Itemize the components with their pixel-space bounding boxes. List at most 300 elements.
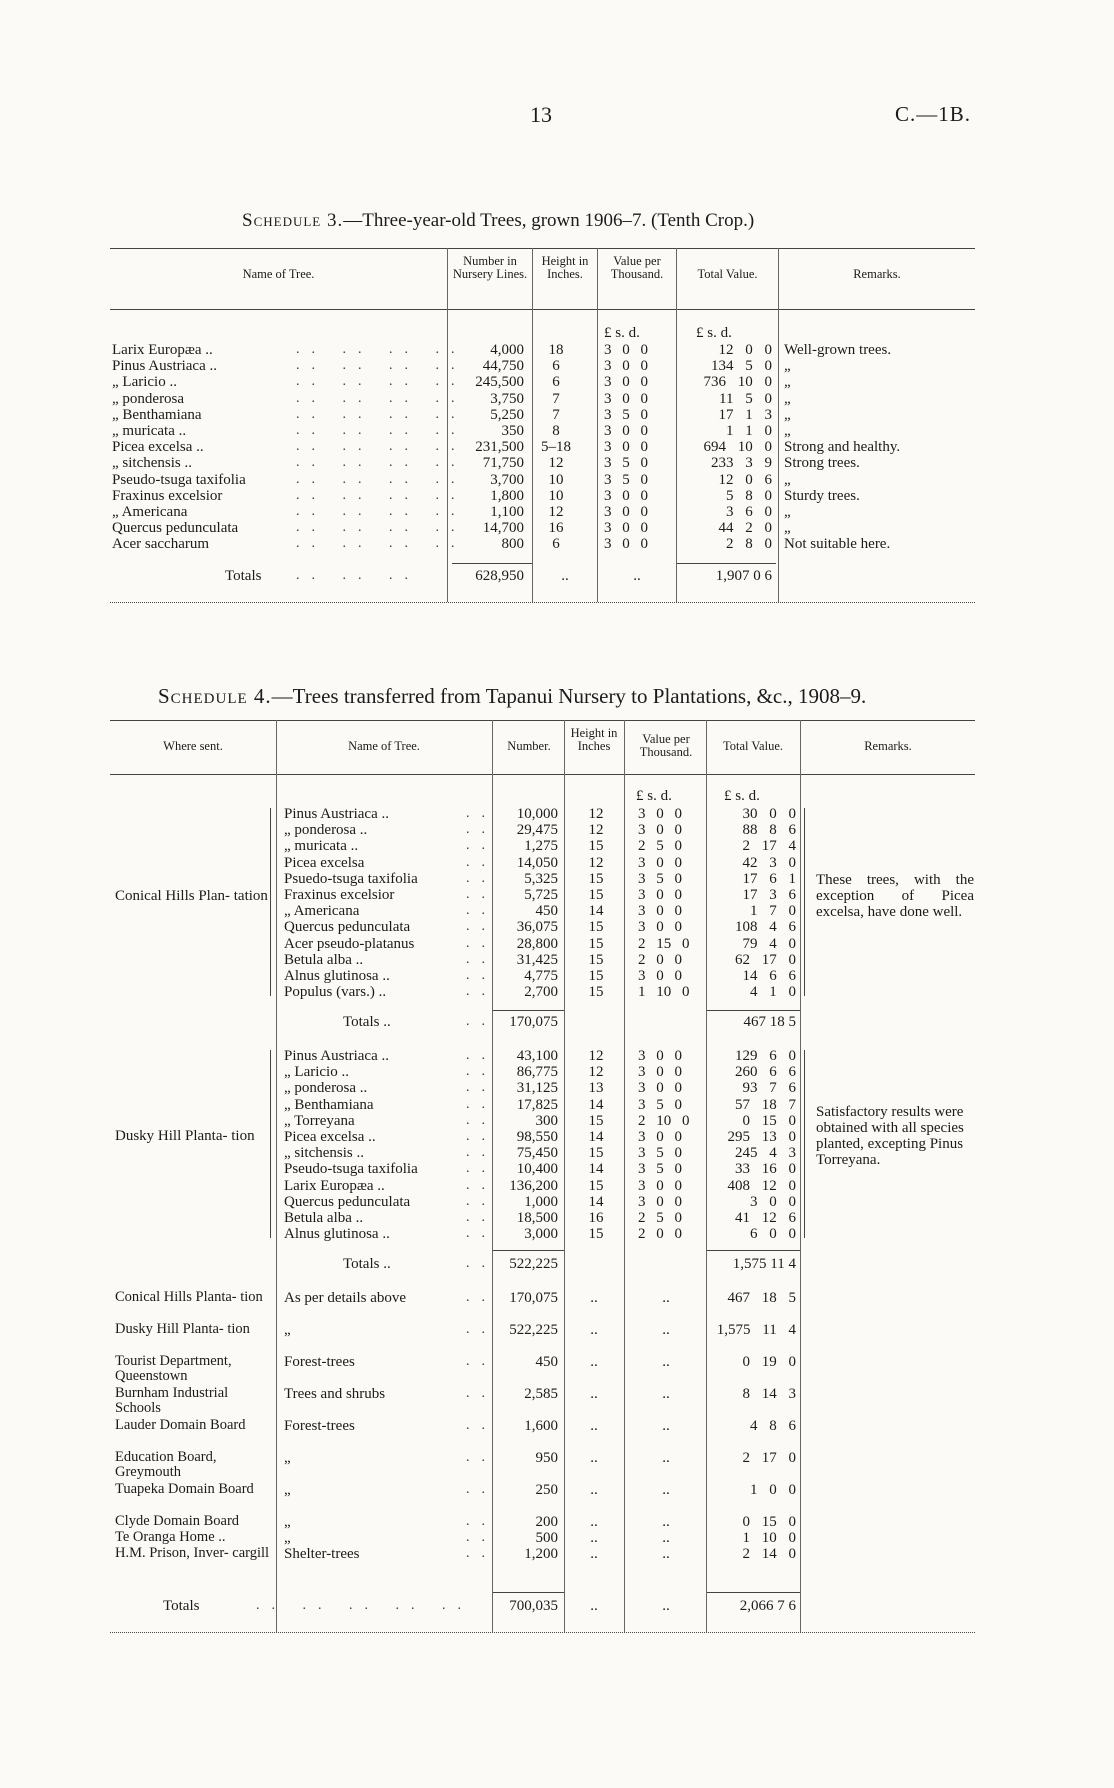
tree-value: 3 0 0: [604, 423, 648, 439]
tree-height: 12: [548, 504, 564, 520]
value-placeholder: ..: [662, 1482, 670, 1498]
total: 4 8 6: [750, 1418, 796, 1434]
tree-number: 350: [501, 423, 524, 439]
leader-dots: .. .. .. ..: [296, 504, 467, 519]
header-remarks: Remarks.: [853, 267, 901, 281]
group1-totals-total: 467 18 5: [743, 1014, 796, 1030]
tree-remarks: Sturdy trees.: [784, 487, 860, 504]
leader-dots: ..: [466, 870, 497, 886]
tree-total: 30 0 0: [742, 806, 796, 822]
tree-value: 3 0 0: [604, 439, 648, 456]
rule: [110, 720, 975, 721]
value-placeholder: ..: [662, 1386, 670, 1402]
totals-total: 1,907 0 6: [715, 568, 772, 584]
destination: Clyde Domain Board: [115, 1513, 240, 1529]
tree-height: 14: [588, 1193, 604, 1210]
leader-dots: .. .. .. ..: [296, 439, 467, 455]
tree-height: 15: [588, 838, 604, 855]
tree-height: 14: [588, 1129, 604, 1145]
tree-total: 3 0 0: [750, 1193, 796, 1210]
header-total: Total Value.: [697, 267, 758, 281]
leader-dots: ..: [466, 1418, 497, 1433]
tree-value: 3 5 0: [638, 1145, 682, 1162]
tree-height: 10: [548, 471, 564, 488]
value-placeholder: ..: [662, 1290, 670, 1306]
leader-dots: ..: [466, 1112, 497, 1128]
tree-number: 231,500: [475, 439, 524, 456]
tree-total: 108 4 6: [735, 919, 796, 936]
tree-height: 6: [552, 358, 560, 375]
destination: Lauder Domain Board: [115, 1417, 246, 1433]
tree-total: 134 5 0: [711, 358, 772, 375]
tree-name: „ Americana: [284, 903, 360, 920]
tree-number: 43,100: [516, 1048, 558, 1064]
tree-number: 1,000: [524, 1193, 558, 1210]
leader-dots: .. .. .. ..: [296, 536, 467, 552]
leader-dots: .. .. .. ..: [296, 471, 467, 487]
rule: [110, 602, 975, 603]
tree-name: „ Americana: [112, 504, 188, 520]
rule: [706, 1010, 800, 1011]
tree-name: „: [284, 1450, 291, 1466]
tree-number: 28,800: [516, 935, 558, 952]
tree-height: 15: [588, 1112, 604, 1129]
tree-name: Pseudo-tsuga taxifolia: [112, 471, 246, 488]
tree-height: 14: [588, 1161, 604, 1178]
tree-number: 98,550: [516, 1129, 558, 1145]
leader-dots: ..: [466, 887, 497, 902]
rule: [492, 1592, 564, 1593]
header-number: Number in Nursery Lines.: [452, 254, 528, 281]
tree-total: 245 4 3: [735, 1145, 796, 1162]
tree-height: 15: [588, 951, 604, 968]
tree-value: 3 0 0: [604, 342, 648, 358]
totals-label: Totals: [225, 568, 262, 584]
tree-name: Betula alba ..: [284, 1210, 364, 1226]
leader-dots: .. .. .. ..: [296, 520, 467, 536]
tree-number: 2,700: [524, 984, 558, 1001]
tree-height: 12: [588, 806, 604, 822]
tree-value: 3 0 0: [604, 487, 648, 504]
tree-total: 17 6 1: [742, 870, 796, 887]
rule: [706, 1592, 800, 1593]
tree-name: Fraxinus excelsior: [112, 487, 223, 504]
tree-remarks: „: [784, 504, 791, 520]
rule: [492, 1250, 564, 1251]
tree-height: 15: [588, 1145, 604, 1162]
tree-name: „ muricata ..: [284, 838, 359, 855]
tree-height: 15: [588, 1226, 604, 1243]
tree-name: Quercus pedunculata: [284, 1193, 411, 1210]
leader-dots: ..: [466, 968, 497, 983]
tree-number: 4,000: [490, 342, 524, 358]
tree-total: 93 7 6: [742, 1080, 796, 1097]
tree-name: Fraxinus excelsior: [284, 887, 395, 903]
group2-totals-label: Totals ..: [343, 1256, 391, 1272]
group2-where: Dusky Hill Planta- tion: [115, 1128, 255, 1144]
grand-totals-value: ..: [662, 1598, 670, 1614]
height-placeholder: ..: [590, 1450, 598, 1466]
column-divider: [624, 720, 625, 1632]
tree-value: 3 0 0: [604, 390, 648, 407]
tree-value: 3 5 0: [638, 1161, 682, 1178]
tree-number: 3,750: [490, 390, 524, 407]
leader-dots: ..: [466, 1450, 497, 1465]
header-remarks: Remarks.: [864, 739, 912, 753]
number: 170,075: [509, 1290, 558, 1306]
totals-height: ..: [561, 568, 569, 584]
total: 2 17 0: [742, 1450, 796, 1466]
number: 2,585: [524, 1386, 558, 1402]
tree-value: 3 0 0: [638, 1080, 682, 1097]
tree-number: 17,825: [516, 1096, 558, 1113]
number: 250: [535, 1482, 558, 1498]
tree-value: 3 5 0: [638, 1096, 682, 1113]
leader-dots: ..: [466, 854, 497, 870]
height-placeholder: ..: [590, 1530, 598, 1546]
tree-value: 3 0 0: [604, 374, 648, 391]
tree-height: 15: [588, 984, 604, 1001]
tree-remarks: Well-grown trees.: [784, 342, 892, 358]
tree-value: 3 0 0: [604, 520, 648, 537]
tree-remarks: „: [784, 358, 791, 375]
header-value: Value per Thousand.: [610, 254, 664, 281]
tree-number: 75,450: [516, 1145, 558, 1162]
leader-dots: ..: [466, 1290, 497, 1305]
tree-number: 1,100: [490, 504, 524, 520]
group2-remarks: Satisfactory results were obtained with all species planted, excepting Pinus Torreyana.: [816, 1104, 964, 1168]
tree-remarks: „: [784, 406, 791, 423]
leader-dots: .. .. .. ..: [296, 487, 467, 503]
group2-totals-total: 1,575 11 4: [732, 1256, 796, 1272]
leader-dots: ..: [466, 1226, 497, 1242]
rule: [706, 1250, 800, 1251]
tree-remarks: „: [784, 520, 791, 537]
right-brace: [804, 808, 805, 996]
rule: [110, 1632, 975, 1633]
tree-height: 12: [548, 455, 564, 472]
value-placeholder: ..: [662, 1450, 670, 1466]
leader-dots: ..: [466, 1129, 497, 1144]
number: 500: [535, 1530, 558, 1546]
number: 200: [535, 1514, 558, 1530]
value-placeholder: ..: [662, 1546, 670, 1562]
tree-total: 6 0 0: [750, 1226, 796, 1243]
height-placeholder: ..: [590, 1354, 598, 1370]
tree-height: 14: [588, 903, 604, 920]
tree-height: 18: [548, 342, 564, 358]
units-total: £ s. d.: [724, 788, 760, 804]
tree-name: „ ponderosa ..: [284, 822, 368, 839]
leader-dots: .. .. .. ..: [296, 390, 467, 406]
tree-height: 7: [552, 406, 560, 423]
header-name-of-tree: Name of Tree.: [242, 267, 315, 281]
value-placeholder: ..: [662, 1530, 670, 1546]
document-code: C.—1B.: [895, 102, 972, 126]
tree-name: Alnus glutinosa ..: [284, 1226, 390, 1243]
grand-totals-height: ..: [590, 1598, 598, 1614]
tree-height: 15: [588, 870, 604, 887]
tree-value: 2 0 0: [638, 951, 682, 968]
height-placeholder: ..: [590, 1290, 598, 1306]
tree-name: „ muricata ..: [112, 423, 187, 439]
tree-number: 4,775: [524, 968, 558, 984]
leader-dots: .. .. .. .. ..: [256, 1598, 473, 1613]
tree-value: 3 5 0: [604, 455, 648, 472]
units-value: £ s. d.: [636, 788, 672, 804]
leader-dots: ..: [466, 919, 497, 935]
tree-name: Quercus pedunculata: [112, 520, 239, 537]
tree-value: 1 10 0: [638, 984, 690, 1001]
leader-dots: ..: [466, 1322, 497, 1337]
tree-total: 1 7 0: [750, 903, 796, 920]
header-height: Height in Inches.: [541, 254, 589, 281]
right-brace: [804, 1050, 805, 1238]
group1-totals-number: 170,075: [509, 1014, 558, 1030]
leader-dots: ..: [466, 951, 497, 967]
tree-total: 57 18 7: [735, 1096, 796, 1113]
leader-dots: .. .. .. ..: [296, 374, 467, 390]
tree-number: 10,000: [516, 806, 558, 822]
tree-name: „ sitchensis ..: [284, 1145, 364, 1162]
tree-total: 4 1 0: [750, 984, 796, 1001]
tree-value: 3 0 0: [638, 887, 682, 903]
total: 0 15 0: [742, 1514, 796, 1530]
value-placeholder: ..: [662, 1418, 670, 1434]
tree-total: 5 8 0: [726, 487, 772, 504]
tree-number: 14,050: [516, 854, 558, 871]
tree-name: „: [284, 1530, 291, 1546]
tree-total: 12 0 0: [718, 342, 772, 358]
leader-dots: .. .. .. ..: [296, 423, 467, 438]
leader-dots: ..: [466, 1256, 497, 1271]
destination: Tourist Department, Queenstown: [115, 1353, 232, 1384]
group1-remarks: These trees, with the exception of Picea excelsa, have done well.: [816, 872, 974, 920]
tree-number: 29,475: [516, 822, 558, 839]
tree-number: 245,500: [475, 374, 524, 391]
tree-number: 10,400: [516, 1161, 558, 1178]
tree-height: 10: [548, 487, 564, 504]
column-divider: [778, 248, 779, 602]
header-total: Total Value.: [723, 739, 783, 753]
tree-value: 3 5 0: [638, 870, 682, 887]
group1-totals-label: Totals ..: [343, 1014, 391, 1030]
tree-height: 16: [588, 1210, 604, 1226]
tree-total: 694 10 0: [703, 439, 772, 456]
tree-total: 79 4 0: [742, 935, 796, 952]
tree-remarks: „: [784, 423, 791, 439]
tree-value: 2 15 0: [638, 935, 690, 952]
tree-value: 2 5 0: [638, 838, 682, 855]
totals-value: ..: [633, 568, 641, 584]
tree-remarks: Strong trees.: [784, 455, 860, 472]
tree-total: 0 15 0: [742, 1112, 796, 1129]
leader-dots: ..: [466, 838, 497, 854]
tree-total: 2 8 0: [726, 536, 772, 553]
tree-total: 17 1 3: [718, 406, 772, 423]
tree-name: Pseudo-tsuga taxifolia: [284, 1161, 418, 1178]
tree-number: 1,275: [524, 838, 558, 855]
total: 8 14 3: [742, 1386, 796, 1402]
tree-height: 12: [588, 1048, 604, 1064]
tree-name: Pinus Austriaca ..: [112, 358, 217, 375]
rule: [452, 563, 532, 564]
leader-dots: ..: [466, 1530, 497, 1545]
units-total: £ s. d.: [696, 325, 732, 341]
tree-name: Acer pseudo-platanus: [284, 935, 415, 952]
tree-height: 15: [588, 887, 604, 903]
total: 1 0 0: [750, 1482, 796, 1498]
total: 0 19 0: [742, 1354, 796, 1370]
tree-total: 3 6 0: [726, 504, 772, 520]
tree-total: 42 3 0: [742, 854, 796, 871]
tree-number: 3,700: [490, 471, 524, 488]
tree-value: 3 0 0: [604, 536, 648, 553]
tree-number: 18,500: [516, 1210, 558, 1226]
leader-dots: ..: [466, 1064, 497, 1080]
tree-total: 44 2 0: [718, 520, 772, 537]
tree-height: 12: [588, 822, 604, 839]
tree-value: 3 0 0: [638, 822, 682, 839]
leader-dots: ..: [466, 1161, 497, 1177]
tree-name: Shelter-trees: [284, 1546, 360, 1562]
leader-dots: .. .. .. ..: [296, 455, 467, 471]
tree-number: 5,325: [524, 870, 558, 887]
tree-name: Pinus Austriaca ..: [284, 1048, 389, 1064]
rule: [110, 774, 975, 775]
header-number: Number.: [507, 739, 551, 753]
rule: [110, 309, 975, 310]
tree-height: 8: [552, 423, 560, 439]
tree-value: 3 0 0: [604, 358, 648, 375]
tree-number: 3,000: [524, 1226, 558, 1243]
tree-value: 3 0 0: [638, 1129, 682, 1145]
total: 1 10 0: [742, 1530, 796, 1546]
tree-total: 88 8 6: [742, 822, 796, 839]
tree-name: Trees and shrubs: [284, 1386, 386, 1402]
tree-value: 3 5 0: [604, 471, 648, 488]
destination: Te Oranga Home ..: [115, 1529, 226, 1545]
tree-value: 3 0 0: [638, 903, 682, 920]
tree-name: „: [284, 1514, 291, 1530]
column-divider: [597, 248, 598, 602]
tree-name: „: [284, 1322, 291, 1338]
tree-name: Acer saccharum: [112, 536, 210, 553]
tree-number: 300: [535, 1112, 558, 1129]
leader-dots: .. .. ..: [296, 568, 420, 583]
destination: Education Board, Greymouth: [115, 1449, 217, 1480]
column-divider: [800, 720, 801, 1632]
tree-total: 62 17 0: [735, 951, 796, 968]
page-number: 13: [530, 102, 552, 127]
destination: Tuapeka Domain Board: [115, 1481, 254, 1497]
group1-where: Conical Hills Plan- tation: [115, 888, 268, 904]
tree-value: 2 10 0: [638, 1112, 690, 1129]
number: 1,200: [524, 1546, 558, 1562]
tree-total: 33 16 0: [735, 1161, 796, 1178]
number: 522,225: [509, 1322, 558, 1338]
column-divider: [532, 248, 533, 602]
tree-height: 13: [588, 1080, 604, 1097]
tree-value: 3 5 0: [604, 406, 648, 423]
tree-name: „ Laricio ..: [284, 1064, 349, 1081]
height-placeholder: ..: [590, 1322, 598, 1338]
tree-name: „ Benthamiana: [112, 406, 202, 423]
total: 2 14 0: [742, 1546, 796, 1562]
tree-height: 14: [588, 1096, 604, 1113]
tree-value: 3 0 0: [638, 1064, 682, 1081]
tree-number: 1,800: [490, 487, 524, 504]
leader-dots: .. .. .. ..: [296, 342, 467, 357]
tree-total: 1 1 0: [726, 423, 772, 439]
leader-dots: ..: [466, 1048, 497, 1063]
tree-height: 7: [552, 390, 560, 407]
tree-value: 3 0 0: [638, 854, 682, 871]
tree-name: Betula alba ..: [284, 951, 364, 968]
tree-total: 14 6 6: [742, 968, 796, 984]
tree-number: 44,750: [482, 358, 524, 375]
tree-value: 3 0 0: [638, 968, 682, 984]
leader-dots: ..: [466, 1177, 497, 1193]
rule: [676, 563, 776, 564]
schedule3-title: [242, 210, 942, 232]
tree-name: „ ponderosa ..: [284, 1080, 368, 1097]
schedule4-title-rest: —Trees transferred from Tapanui Nursery to Plantations, &c., 1908–9.: [271, 684, 867, 708]
tree-total: 233 3 9: [711, 455, 772, 472]
leader-dots: .. .. .. ..: [296, 406, 467, 422]
leader-dots: ..: [466, 1482, 497, 1497]
grand-totals-number: 700,035: [509, 1598, 558, 1614]
header-where-sent: Where sent.: [163, 739, 223, 753]
value-placeholder: ..: [662, 1354, 670, 1370]
tree-number: 86,775: [516, 1064, 558, 1081]
destination: H.M. Prison, Inver- cargill: [115, 1545, 270, 1561]
leader-dots: ..: [466, 935, 497, 951]
destination: Dusky Hill Planta- tion: [115, 1321, 250, 1337]
value-placeholder: ..: [662, 1514, 670, 1530]
rule: [110, 248, 975, 249]
tree-height: 15: [588, 935, 604, 952]
tree-total: 12 0 6: [718, 471, 772, 488]
tree-total: 11 5 0: [719, 390, 772, 407]
tree-name: Larix Europæa ..: [112, 342, 213, 358]
tree-height: 12: [588, 854, 604, 871]
tree-number: 14,700: [482, 520, 524, 537]
tree-total: 736 10 0: [703, 374, 772, 391]
leader-dots: .. .. .. ..: [296, 358, 467, 374]
tree-name: Picea excelsa: [284, 854, 365, 871]
tree-number: 71,750: [482, 455, 524, 472]
tree-name: Picea excelsa ..: [112, 439, 204, 456]
tree-name: Forest-trees: [284, 1354, 355, 1370]
tree-total: 17 3 6: [742, 887, 796, 903]
tree-height: 6: [552, 374, 560, 391]
tree-total: 41 12 6: [735, 1210, 796, 1226]
tree-name: „ sitchensis ..: [112, 455, 192, 472]
tree-remarks: „: [784, 390, 791, 407]
tree-name: Psuedo-tsuga taxifolia: [284, 870, 418, 887]
tree-number: 31,425: [516, 951, 558, 968]
rule: [492, 1010, 564, 1011]
schedule4-title-prefix: Schedule 4.: [158, 684, 272, 708]
tree-number: 5,250: [490, 406, 524, 423]
tree-total: 2 17 4: [742, 838, 796, 855]
tree-name: As per details above: [284, 1290, 407, 1306]
tree-total: 260 6 6: [735, 1064, 796, 1081]
leader-dots: ..: [466, 1514, 497, 1529]
height-placeholder: ..: [590, 1386, 598, 1402]
tree-height: 15: [588, 919, 604, 936]
